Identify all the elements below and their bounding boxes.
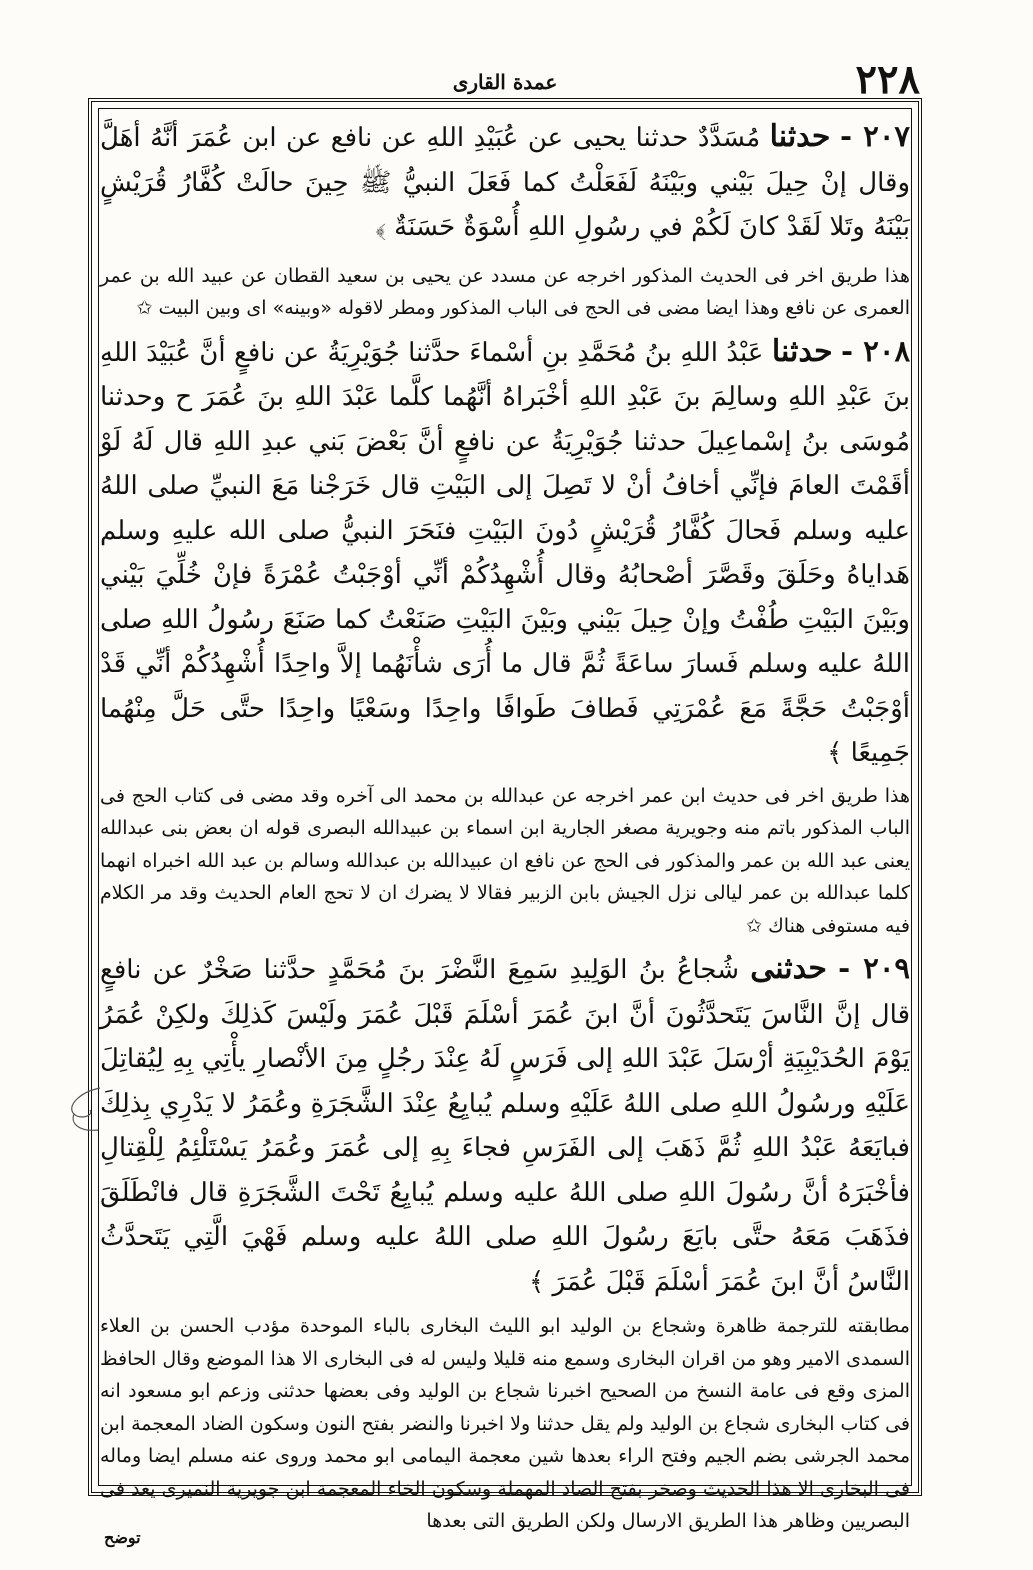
running-title: عمدة القارى: [452, 70, 558, 94]
page-content: [100, 112, 911, 1532]
hadith-text: مُسَدَّدٌ حدثنا يحيى عن عُبَيْدِ اللهِ عن نافع عن ابن عُمَرَ أنَّهُ أهَلَّ وقال إنْ حِيلَ بَيْني وبَيْنَهُ لَفَعَلْتُ كما فَعَلَ النبيُّ ﷺ حِينَ حالَتْ كُفَّارُ قُرَيْشٍ بَيْنَهُ وتَلا لَقَدْ كانَ لَكُمْ في رسُولِ اللهِ أُسْوَةٌ حَسَنَةٌ ﴾: [100, 123, 910, 242]
commentary-208: هذا طريق اخر فى حديث ابن عمر اخرجه عن عبدالله بن محمد الى آخره وقد مضى فى كتاب الحج فى الباب المذكور باتم منه وجويرية مصغر الجارية ابن اسماء بن عبيدالله البصرى قوله ان بعض بنى عبدالله يعنى عبد الله بن عمر والمذكور فى الحج عن نافع ان عبيدالله بن عبدالله وسالم بن عبد الله اخبراه انهما كلما عبدالله بن عمر ليالى نزل الجيش بابن الزبير فقالا لا يضرك ان لا تحج العام الحديث وقد مر الكلام فيه مستوفى هناك ✩: [100, 784, 910, 937]
hadith-text: شُجاعُ بنُ الوَلِيدِ سَمِعَ النَّضْرَ بنَ مُحَمَّدٍ حدَّثنا صَخْرٌ عن نافعٍ قال إنَّ النَّاسَ يَتَحدَّثُونَ أنَّ ابنَ عُمَرَ أسْلَمَ قَبْلَ عُمَرَ ولَيْسَ كَذلِكَ ولكِنْ عُمَرُ يَوْمَ الحُدَيْبِيَةِ أرْسَلَ عَبْدَ اللهِ إلى فَرَسٍ لَهُ عِنْدَ رجُلٍ مِنَ الأنْصارِ يأْتِي بِهِ لِيُقاتِلَ عَلَيْهِ ورسُولُ اللهِ صلى اللهُ عَلَيْهِ وسلم يُبايِعُ عِنْدَ الشَّجَرَةِ وعُمَرُ لا يَدْرِي بِذلِكَ فبايَعَهُ عَبْدُ اللهِ ثُمَّ ذَهَبَ إلى الفَرَسِ فجاءَ بِهِ إلى عُمَرَ وعُمَرُ يَسْتَلْئِمُ لِلْقِتالِ فأخْبَرَهُ أنَّ رسُولَ اللهِ صلى اللهُ عليه وسلم يُبايِعُ تَحْتَ الشَّجَرَةِ قال فانْطَلَقَ فذَهَبَ مَعَهُ حتَّى بايَعَ رسُولَ اللهِ صلى اللهُ عليه وسلم فَهْيَ الَّتِي يَتَحدَّثُ النَّاسُ أنَّ ابنَ عُمَرَ أسْلَمَ قَبْلَ عُمَرَ ﴾: [100, 955, 910, 1297]
hadith-number: ٢٠٩ -: [838, 951, 910, 985]
page-header: [90, 56, 920, 103]
commentary-209: مطابقته للترجمة ظاهرة وشجاع بن الوليد ابو الليث البخارى بالباء الموحدة مؤدب الحسن بن العلاء السمدى الامير وهو من اقران البخارى وسمع منه قليلا وليس له فى البخارى الا هذا الموضع وقال الحافظ المزى وقع فى عامة النسخ من الصحيح اخبرنا شجاع بن الوليد وفى بعضها حدثنى وزعم ابو مسعود انه فى كتاب البخارى شجاع بن الوليد ولم يقل حدثنا ولا اخبرنا والنضر بفتح النون وسكون الضاد المعجمة ابن محمد الجرشى بضم الجيم وفتح الراء بعدها شين معجمة اليمامى ابو محمد وروى عنه مسلم ايضا وماله فى البخارى الا هذا الحديث وصخر بفتح الصاد المهملة وسكون الخاء المعجمة ابن جويرية النميرى يعد فى البصريين وظاهر هذا الطريق الارسال ولكن الطريق التى بعدها: [100, 1315, 910, 1532]
hadith-opening-word: حدثنا: [771, 333, 833, 369]
page-number: ٢٢٨: [855, 56, 920, 103]
hadith-opening-word: حدثنى: [750, 951, 827, 986]
hadith-207: [100, 114, 910, 250]
hadith-opening-word: حدثنا: [769, 119, 831, 154]
hadith-number: ٢٠٧ -: [839, 119, 911, 153]
commentary-207: هذا طريق اخر فى الحديث المذكور اخرجه عن مسدد عن يحيى بن سعيد القطان عن عبيد الله بن عمر العمرى عن نافع وهذا ايضا مضى فى الحج فى الباب المذكور ومطر لاقوله «وبينه» اى وبين البيت ✩: [100, 264, 910, 319]
hadith-text: عَبْدُ اللهِ بنُ مُحَمَّدِ بنِ أسْماءَ حدَّثنا جُوَيْرِيَةُ عن نافعٍ أنَّ عُبَيْدَ اللهِ بنَ عَبْدِ اللهِ وسالِمَ بنَ عَبْدِ اللهِ أخْبَراهُ أنَّهُما كلَّما عَبْدَ اللهِ بنَ عُمَرَ ح وحدثنا مُوسَى بنُ إسْماعِيلَ حدثنا جُوَيْرِيَةُ عن نافعٍ أنَّ بَعْضَ بَني عبدِ اللهِ قال لَهُ لَوْ أقَمْتَ العامَ فإنِّي أخافُ أنْ لا تَصِلَ إلى البَيْتِ قال خَرَجْنا مَعَ النبيِّ صلى اللهُ عليه وسلم فَحالَ كُفَّارُ قُرَيْشٍ دُونَ البَيْتِ فنَحَرَ النبيُّ صلى الله عليهِ وسلم هَداياهُ وحَلَقَ وقَصَّرَ أصْحابُهُ وقال أُشْهِدُكُمْ أنِّي أوْجَبْتُ عُمْرَةً فإنْ خُلِّيَ بَيْني وبَيْنَ البَيْتِ طُفْتُ وإنْ حِيلَ بَيْني وبَيْنَ البَيْتِ صَنَعْتُ كما صَنَعَ رسُولُ اللهِ صلى اللهُ عليه وسلم فَسارَ ساعَةً ثُمَّ قال ما أُرَى شأْنَهُما إلاَّ واحِدًا أُشْهِدُكُمْ أنِّي قَدْ أوْجَبْتُ حَجَّةً مَعَ عُمْرَتِي فَطافَ طَوافًا واحِدًا وسَعْيًا واحِدًا حتَّى حَلَّ مِنْهُما جَمِيعًا ﴾: [100, 337, 910, 768]
hadith-number: ٢٠٨ -: [841, 333, 911, 368]
footer-catchword: توضح: [104, 1528, 141, 1547]
hadith-209: [100, 946, 910, 1304]
margin-pen-mark: [60, 1080, 104, 1140]
hadith-208: [100, 329, 910, 776]
